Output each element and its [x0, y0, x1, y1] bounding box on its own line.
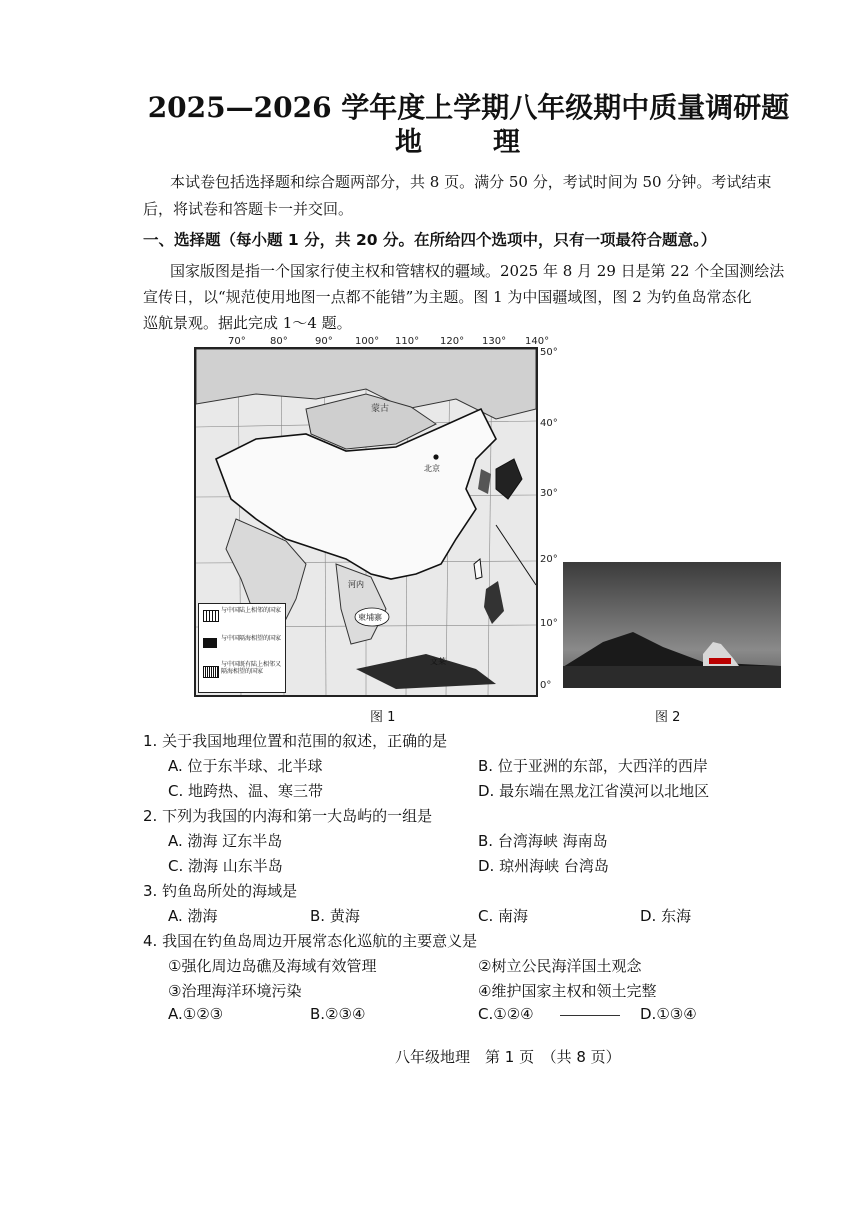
diaoyu-island-patrol-photo: [563, 562, 781, 688]
map-legend: [198, 603, 286, 693]
map-lon-tick: 110°: [395, 336, 420, 347]
question-1-option-c[interactable]: C. 地跨热、温、寒三带: [168, 782, 324, 800]
legend-swatch-land: [203, 610, 219, 622]
map-label-mongolia: 蒙古: [371, 404, 390, 414]
map-label-cambodia: 柬埔寨: [358, 613, 382, 622]
question-4-stem: 4. 我国在钓鱼岛周边开展常态化巡航的主要意义是: [143, 932, 478, 950]
legend-label: 与中国陆上相邻的国家: [221, 607, 282, 614]
legend-swatch-both: [203, 666, 219, 678]
question-4-option-a[interactable]: A.①②③: [168, 1005, 224, 1023]
map-lat-tick: 40°: [540, 418, 558, 429]
map-lat-tick: 50°: [540, 347, 558, 358]
intro-line-2: 宣传日，以“规范使用地图一点都不能错”为主题。图 1 为中国疆域图，图 2 为钓鱼岛常态化: [143, 288, 752, 306]
map-label-hanoi: 河内: [348, 580, 364, 589]
question-4-statement: ②树立公民海洋国土观念: [478, 957, 642, 975]
map-lon-tick: 130°: [482, 336, 507, 347]
page-footer: 八年级地理 第 1 页 （共 8 页）: [395, 1048, 621, 1066]
question-2-option-a[interactable]: A. 渤海 辽东半岛: [168, 832, 283, 850]
question-4-option-d[interactable]: D.①③④: [640, 1005, 697, 1023]
question-2-option-c[interactable]: C. 渤海 山东半岛: [168, 857, 283, 875]
map-lon-tick: 140°: [525, 336, 550, 347]
question-3-option-c[interactable]: C. 南海: [478, 907, 529, 925]
page-title: 2025—2026 学年度上学期八年级期中质量调研题: [147, 91, 790, 124]
question-3-option-a[interactable]: A. 渤海: [168, 907, 218, 925]
instructions-line-1: 本试卷包括选择题和综合题两部分，共 8 页。满分 50 分，考试时间为 50 分钟。考试结束: [170, 173, 772, 191]
map-lon-tick: 120°: [440, 336, 465, 347]
china-territory-map: [194, 347, 538, 697]
question-3-option-d[interactable]: D. 东海: [640, 907, 692, 925]
legend-swatch-sea: [203, 638, 217, 648]
section-heading: 一、选择题（每小题 1 分，共 20 分。在所给四个选项中，只有一项最符合题意。）: [143, 231, 717, 249]
question-4-statement: ③治理海洋环境污染: [168, 982, 302, 1000]
figure2-caption: 图 2: [655, 710, 681, 725]
question-3-option-b[interactable]: B. 黄海: [310, 907, 360, 925]
question-2-option-b[interactable]: B. 台湾海峡 海南岛: [478, 832, 608, 850]
map-label-capital: 北京: [424, 464, 440, 473]
intro-line-3: 巡航景观。据此完成 1～4 题。: [143, 314, 352, 332]
subject-title: 地 理: [395, 127, 542, 158]
map-lat-tick: 0°: [540, 680, 552, 691]
map-lon-tick: 90°: [315, 336, 333, 347]
question-4-option-b[interactable]: B.②③④: [310, 1005, 366, 1023]
legend-label: 与中国隔海相望的国家: [221, 635, 282, 642]
question-4-option-c[interactable]: C.①②④: [478, 1005, 534, 1023]
map-lon-tick: 100°: [355, 336, 380, 347]
question-4-statement: ①强化周边岛礁及海域有效管理: [168, 957, 377, 975]
question-4-statement: ④维护国家主权和领土完整: [478, 982, 657, 1000]
question-1-stem: 1. 关于我国地理位置和范围的叙述，正确的是: [143, 732, 448, 750]
question-1-option-b[interactable]: B. 位于亚洲的东部，大西洋的西岸: [478, 757, 708, 775]
legend-label: 与中国既有陆上相邻又隔海相望的国家: [221, 661, 282, 675]
intro-line-1: 国家版图是指一个国家行使主权和管辖权的疆域。2025 年 8 月 29 日是第 22 个全国测绘法: [170, 262, 785, 280]
question-3-stem: 3. 钓鱼岛所处的海域是: [143, 882, 298, 900]
question-1-option-d[interactable]: D. 最东端在黑龙江省漠河以北地区: [478, 782, 710, 800]
photo-drawing: [563, 562, 781, 688]
map-lon-tick: 80°: [270, 336, 288, 347]
map-lat-tick: 20°: [540, 554, 558, 565]
instructions-line-2: 后，将试卷和答题卡一并交回。: [143, 200, 354, 218]
figure1-caption: 图 1: [370, 710, 396, 725]
map-label-wenlai: 文莱: [430, 657, 446, 666]
scribble-line: [560, 1015, 620, 1016]
map-lat-tick: 30°: [540, 488, 558, 499]
map-lon-tick: 70°: [228, 336, 246, 347]
question-1-option-a[interactable]: A. 位于东半球、北半球: [168, 757, 323, 775]
question-2-stem: 2. 下列为我国的内海和第一大岛屿的一组是: [143, 807, 433, 825]
question-2-option-d[interactable]: D. 琼州海峡 台湾岛: [478, 857, 609, 875]
map-lat-tick: 10°: [540, 618, 558, 629]
